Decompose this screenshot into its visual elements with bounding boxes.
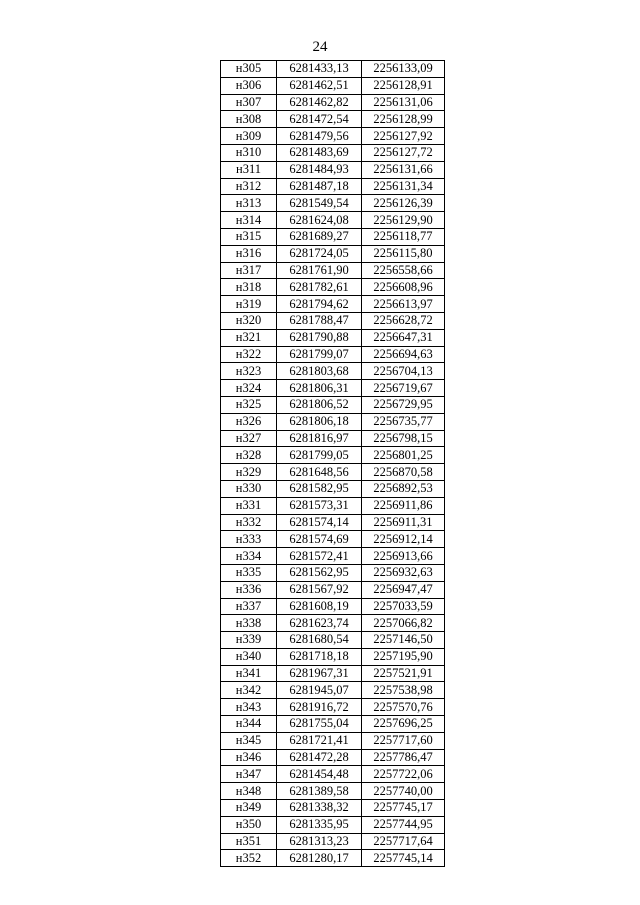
table-row [221,296,445,313]
y-coordinate-cell: 2257717,60 [362,732,445,749]
point-label-cell: н351 [221,833,277,850]
page-number: 24 [312,39,328,55]
y-coordinate-cell: 2256131,66 [362,161,445,178]
point-label-cell: н324 [221,380,277,397]
point-label-cell: н338 [221,615,277,632]
x-coordinate-cell: 6281967,31 [277,665,362,682]
point-label-cell: н316 [221,245,277,262]
point-label-cell: н322 [221,346,277,363]
table-row [221,480,445,497]
y-coordinate-cell: 2256608,96 [362,279,445,296]
table-row [221,312,445,329]
y-coordinate-cell: 2256947,47 [362,581,445,598]
x-coordinate-cell: 6281582,95 [277,480,362,497]
x-coordinate-cell: 6281479,56 [277,128,362,145]
y-coordinate-cell: 2256118,77 [362,228,445,245]
point-label-cell: н349 [221,800,277,817]
table-row [221,497,445,514]
table-row [221,447,445,464]
point-label-cell: н306 [221,77,277,94]
coordinates-table [220,60,445,867]
x-coordinate-cell: 6281680,54 [277,632,362,649]
point-label-cell: н342 [221,682,277,699]
y-coordinate-cell: 2256126,39 [362,195,445,212]
x-coordinate-cell: 6281724,05 [277,245,362,262]
x-coordinate-cell: 6281574,14 [277,514,362,531]
table-row [221,648,445,665]
x-coordinate-cell: 6281484,93 [277,161,362,178]
table-row [221,380,445,397]
x-coordinate-cell: 6281761,90 [277,262,362,279]
point-label-cell: н337 [221,598,277,615]
table-row [221,262,445,279]
x-coordinate-cell: 6281338,32 [277,800,362,817]
point-label-cell: н347 [221,766,277,783]
table-row [221,514,445,531]
y-coordinate-cell: 2256131,34 [362,178,445,195]
y-coordinate-cell: 2257538,98 [362,682,445,699]
x-coordinate-cell: 6281806,18 [277,413,362,430]
x-coordinate-cell: 6281313,23 [277,833,362,850]
table-row [221,783,445,800]
table-row [221,464,445,481]
point-label-cell: н346 [221,749,277,766]
point-label-cell: н329 [221,464,277,481]
x-coordinate-cell: 6281916,72 [277,699,362,716]
table-row [221,833,445,850]
x-coordinate-cell: 6281721,41 [277,732,362,749]
table-row [221,161,445,178]
point-label-cell: н315 [221,228,277,245]
y-coordinate-cell: 2256719,67 [362,380,445,397]
point-label-cell: н326 [221,413,277,430]
point-label-cell: н307 [221,94,277,111]
x-coordinate-cell: 6281755,04 [277,716,362,733]
y-coordinate-cell: 2257033,59 [362,598,445,615]
x-coordinate-cell: 6281335,95 [277,816,362,833]
point-label-cell: н343 [221,699,277,716]
y-coordinate-cell: 2257696,25 [362,716,445,733]
point-label-cell: н323 [221,363,277,380]
point-label-cell: н321 [221,329,277,346]
point-label-cell: н336 [221,581,277,598]
x-coordinate-cell: 6281454,48 [277,766,362,783]
table-row [221,800,445,817]
x-coordinate-cell: 6281788,47 [277,312,362,329]
table-row [221,94,445,111]
y-coordinate-cell: 2257786,47 [362,749,445,766]
x-coordinate-cell: 6281574,69 [277,531,362,548]
point-label-cell: н352 [221,850,277,867]
x-coordinate-cell: 6281487,18 [277,178,362,195]
x-coordinate-cell: 6281799,05 [277,447,362,464]
y-coordinate-cell: 2256694,63 [362,346,445,363]
table-row [221,144,445,161]
x-coordinate-cell: 6281462,51 [277,77,362,94]
y-coordinate-cell: 2256128,99 [362,111,445,128]
point-label-cell: н313 [221,195,277,212]
table-row [221,766,445,783]
point-label-cell: н308 [221,111,277,128]
y-coordinate-cell: 2256735,77 [362,413,445,430]
y-coordinate-cell: 2256932,63 [362,564,445,581]
point-label-cell: н350 [221,816,277,833]
x-coordinate-cell: 6281562,95 [277,564,362,581]
point-label-cell: н312 [221,178,277,195]
table-row [221,665,445,682]
x-coordinate-cell: 6281572,41 [277,548,362,565]
y-coordinate-cell: 2256704,13 [362,363,445,380]
point-label-cell: н328 [221,447,277,464]
x-coordinate-cell: 6281608,19 [277,598,362,615]
y-coordinate-cell: 2257195,90 [362,648,445,665]
coordinates-table-body [221,61,445,867]
point-label-cell: н311 [221,161,277,178]
point-label-cell: н335 [221,564,277,581]
x-coordinate-cell: 6281689,27 [277,228,362,245]
x-coordinate-cell: 6281799,07 [277,346,362,363]
x-coordinate-cell: 6281816,97 [277,430,362,447]
point-label-cell: н345 [221,732,277,749]
x-coordinate-cell: 6281623,74 [277,615,362,632]
x-coordinate-cell: 6281806,52 [277,396,362,413]
y-coordinate-cell: 2256613,97 [362,296,445,313]
table-row [221,615,445,632]
y-coordinate-cell: 2256729,95 [362,396,445,413]
y-coordinate-cell: 2257570,76 [362,699,445,716]
y-coordinate-cell: 2256128,91 [362,77,445,94]
point-label-cell: н340 [221,648,277,665]
y-coordinate-cell: 2256129,90 [362,212,445,229]
y-coordinate-cell: 2256913,66 [362,548,445,565]
table-row [221,195,445,212]
y-coordinate-cell: 2257521,91 [362,665,445,682]
table-row [221,682,445,699]
x-coordinate-cell: 6281782,61 [277,279,362,296]
x-coordinate-cell: 6281945,07 [277,682,362,699]
y-coordinate-cell: 2256892,53 [362,480,445,497]
point-label-cell: н309 [221,128,277,145]
x-coordinate-cell: 6281790,88 [277,329,362,346]
table-row [221,346,445,363]
y-coordinate-cell: 2256801,25 [362,447,445,464]
table-row [221,531,445,548]
x-coordinate-cell: 6281624,08 [277,212,362,229]
table-row [221,77,445,94]
x-coordinate-cell: 6281462,82 [277,94,362,111]
x-coordinate-cell: 6281483,69 [277,144,362,161]
table-row [221,850,445,867]
table-row [221,749,445,766]
table-row [221,61,445,78]
table-row [221,396,445,413]
table-row [221,548,445,565]
x-coordinate-cell: 6281648,56 [277,464,362,481]
x-coordinate-cell: 6281794,62 [277,296,362,313]
point-label-cell: н317 [221,262,277,279]
x-coordinate-cell: 6281573,31 [277,497,362,514]
point-label-cell: н330 [221,480,277,497]
table-row [221,212,445,229]
table-row [221,699,445,716]
table-row [221,598,445,615]
y-coordinate-cell: 2257740,00 [362,783,445,800]
x-coordinate-cell: 6281389,58 [277,783,362,800]
y-coordinate-cell: 2256912,14 [362,531,445,548]
x-coordinate-cell: 6281803,68 [277,363,362,380]
y-coordinate-cell: 2257745,14 [362,850,445,867]
y-coordinate-cell: 2256647,31 [362,329,445,346]
point-label-cell: н305 [221,61,277,78]
x-coordinate-cell: 6281472,54 [277,111,362,128]
y-coordinate-cell: 2257066,82 [362,615,445,632]
point-label-cell: н332 [221,514,277,531]
point-label-cell: н334 [221,548,277,565]
table-row [221,128,445,145]
table-row [221,564,445,581]
y-coordinate-cell: 2256131,06 [362,94,445,111]
point-label-cell: н318 [221,279,277,296]
table-row [221,245,445,262]
y-coordinate-cell: 2257717,64 [362,833,445,850]
point-label-cell: н314 [221,212,277,229]
point-label-cell: н333 [221,531,277,548]
point-label-cell: н319 [221,296,277,313]
x-coordinate-cell: 6281718,18 [277,648,362,665]
x-coordinate-cell: 6281806,31 [277,380,362,397]
table-row [221,279,445,296]
point-label-cell: н327 [221,430,277,447]
y-coordinate-cell: 2256127,92 [362,128,445,145]
table-row [221,716,445,733]
y-coordinate-cell: 2256911,31 [362,514,445,531]
point-label-cell: н339 [221,632,277,649]
y-coordinate-cell: 2256133,09 [362,61,445,78]
y-coordinate-cell: 2257745,17 [362,800,445,817]
x-coordinate-cell: 6281549,54 [277,195,362,212]
table-row [221,228,445,245]
table-row [221,363,445,380]
point-label-cell: н310 [221,144,277,161]
point-label-cell: н331 [221,497,277,514]
y-coordinate-cell: 2256798,15 [362,430,445,447]
table-row [221,816,445,833]
y-coordinate-cell: 2256115,80 [362,245,445,262]
y-coordinate-cell: 2256127,72 [362,144,445,161]
point-label-cell: н325 [221,396,277,413]
table-row [221,430,445,447]
y-coordinate-cell: 2256558,66 [362,262,445,279]
table-row [221,732,445,749]
x-coordinate-cell: 6281280,17 [277,850,362,867]
x-coordinate-cell: 6281433,13 [277,61,362,78]
y-coordinate-cell: 2256628,72 [362,312,445,329]
y-coordinate-cell: 2256870,58 [362,464,445,481]
point-label-cell: н320 [221,312,277,329]
x-coordinate-cell: 6281567,92 [277,581,362,598]
x-coordinate-cell: 6281472,28 [277,749,362,766]
y-coordinate-cell: 2257722,06 [362,766,445,783]
point-label-cell: н341 [221,665,277,682]
table-row [221,178,445,195]
y-coordinate-cell: 2257146,50 [362,632,445,649]
table-row [221,632,445,649]
table-row [221,329,445,346]
y-coordinate-cell: 2256911,86 [362,497,445,514]
table-row [221,111,445,128]
table-row [221,581,445,598]
point-label-cell: н344 [221,716,277,733]
y-coordinate-cell: 2257744,95 [362,816,445,833]
point-label-cell: н348 [221,783,277,800]
table-row [221,413,445,430]
